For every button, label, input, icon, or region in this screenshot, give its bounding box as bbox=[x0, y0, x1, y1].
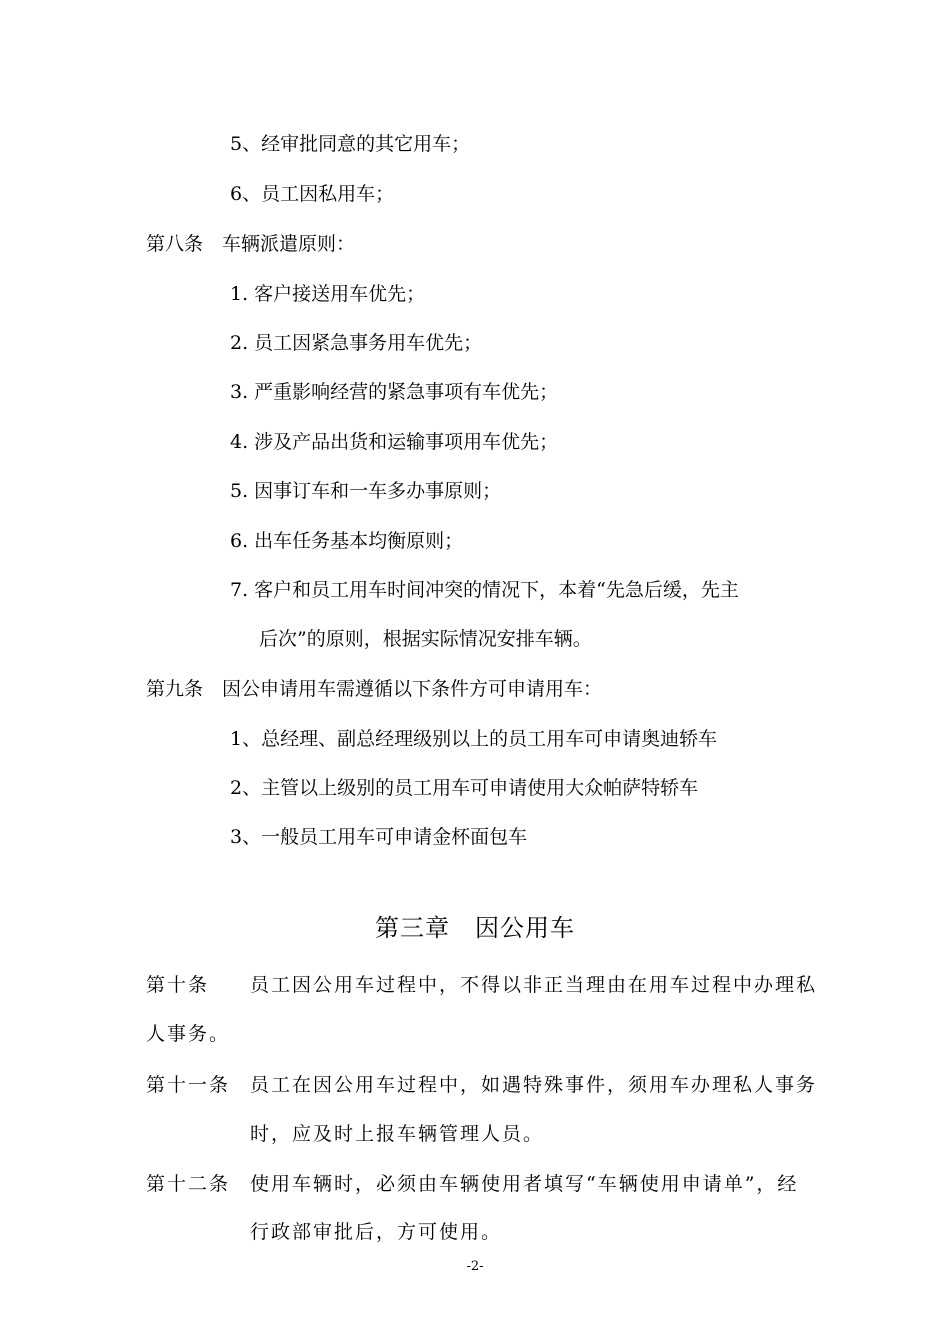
article-8-item-6: 6. 出车任务基本均衡原则； bbox=[230, 530, 464, 552]
article-12-line-1: 使用车辆时，必须由车辆使用者填写“车辆使用申请单”，经 bbox=[250, 1173, 799, 1195]
article-10-line-1: 员工因公用车过程中，不得以非正当理由在用车过程中办理私 bbox=[250, 974, 818, 996]
list-item-6: 6、员工因私用车； bbox=[230, 183, 395, 205]
article-8-item-2: 2. 员工因紧急事务用车优先； bbox=[230, 332, 483, 354]
article-11-line-1: 员工在因公用车过程中，如遇特殊事件，须用车办理私人事务 bbox=[250, 1074, 818, 1096]
article-10-line-2: 人事务。 bbox=[146, 1023, 231, 1045]
article-8-heading: 第八条 车辆派遣原则： bbox=[146, 233, 356, 255]
page-number: -2- bbox=[466, 1259, 484, 1274]
article-12-line-2: 行政部审批后，方可使用。 bbox=[250, 1221, 503, 1243]
article-12-label: 第十二条 bbox=[146, 1173, 231, 1195]
article-11-label: 第十一条 bbox=[146, 1074, 231, 1096]
article-11-line-2: 时，应及时上报车辆管理人员。 bbox=[250, 1123, 545, 1145]
list-item-5: 5、经审批同意的其它用车； bbox=[230, 133, 471, 155]
article-8-item-4: 4. 涉及产品出货和运输事项用车优先； bbox=[230, 431, 559, 453]
chapter-title: 第三章 因公用车 bbox=[375, 914, 575, 942]
article-8-item-5: 5. 因事订车和一车多办事原则； bbox=[230, 480, 502, 502]
article-9-item-2: 2、主管以上级别的员工用车可申请使用大众帕萨特轿车 bbox=[230, 777, 699, 799]
article-10-label: 第十条 bbox=[146, 974, 210, 996]
article-9-item-3: 3、一般员工用车可申请金杯面包车 bbox=[230, 826, 528, 848]
article-8-item-1: 1. 客户接送用车优先； bbox=[230, 283, 426, 305]
article-9-item-1: 1、总经理、副总经理级别以上的员工用车可申请奥迪轿车 bbox=[230, 728, 718, 750]
article-8-item-7: 7. 客户和员工用车时间冲突的情况下，本着“先急后缓，先主 bbox=[230, 579, 739, 601]
article-8-item-3: 3. 严重影响经营的紧急事项有车优先； bbox=[230, 381, 559, 403]
article-8-item-7-continuation: 后次”的原则，根据实际情况安排车辆。 bbox=[259, 628, 592, 650]
article-9-heading: 第九条 因公申请用车需遵循以下条件方可申请用车： bbox=[146, 678, 603, 700]
